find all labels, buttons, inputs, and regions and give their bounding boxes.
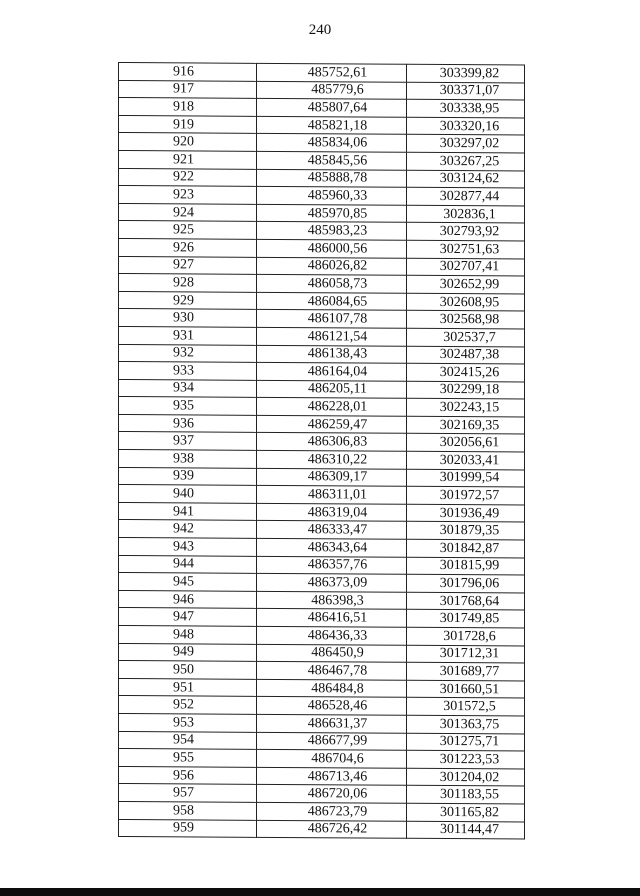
x-coordinate-cell: 486138,43	[257, 345, 407, 364]
point-number-cell: 953	[119, 713, 257, 731]
y-coordinate-cell: 301712,31	[407, 645, 525, 663]
x-coordinate-cell: 485845,56	[257, 151, 407, 170]
y-coordinate-cell: 302608,95	[407, 293, 525, 311]
y-coordinate-cell: 301223,53	[407, 750, 525, 768]
scan-bottom-edge	[0, 888, 640, 896]
point-number-cell: 920	[119, 133, 257, 151]
point-number-cell: 952	[119, 696, 257, 714]
point-number-cell: 935	[119, 397, 257, 415]
x-coordinate-cell: 486713,46	[257, 767, 407, 786]
point-number-cell: 932	[119, 344, 257, 362]
y-coordinate-cell: 301572,5	[407, 698, 525, 716]
point-number-cell: 947	[119, 608, 257, 626]
y-coordinate-cell: 301165,82	[407, 803, 525, 821]
y-coordinate-cell: 301363,75	[407, 715, 525, 733]
y-coordinate-cell: 301275,71	[407, 733, 525, 751]
point-number-cell: 941	[119, 502, 257, 520]
point-number-cell: 918	[119, 98, 257, 116]
y-coordinate-cell: 302033,41	[407, 451, 525, 469]
x-coordinate-cell: 486723,79	[257, 802, 407, 821]
y-coordinate-cell: 302568,98	[407, 311, 525, 329]
point-number-cell: 943	[119, 538, 257, 556]
y-coordinate-cell: 301689,77	[407, 662, 525, 680]
y-coordinate-cell: 302299,18	[407, 381, 525, 399]
y-coordinate-cell: 303371,07	[407, 82, 525, 100]
x-coordinate-cell: 486311,01	[257, 486, 407, 505]
x-coordinate-cell: 486720,06	[257, 785, 407, 804]
x-coordinate-cell: 486309,17	[257, 468, 407, 487]
y-coordinate-cell: 302243,15	[407, 399, 525, 417]
x-coordinate-cell: 486484,8	[257, 679, 407, 698]
point-number-cell: 916	[119, 63, 257, 81]
y-coordinate-cell: 303338,95	[407, 99, 525, 117]
table-row	[119, 819, 525, 839]
point-number-cell: 945	[119, 573, 257, 591]
x-coordinate-cell: 486121,54	[257, 327, 407, 346]
point-number-cell: 958	[119, 801, 257, 819]
x-coordinate-cell: 486026,82	[257, 257, 407, 276]
y-coordinate-cell: 302056,61	[407, 434, 525, 452]
point-number-cell: 959	[119, 819, 257, 837]
point-number-cell: 923	[119, 186, 257, 204]
point-number-cell: 956	[119, 766, 257, 784]
point-number-cell: 942	[119, 520, 257, 538]
x-coordinate-cell: 485807,64	[257, 99, 407, 118]
y-coordinate-cell: 301144,47	[407, 821, 525, 839]
point-number-cell: 928	[119, 274, 257, 292]
y-coordinate-cell: 302707,41	[407, 258, 525, 276]
y-coordinate-cell: 301728,6	[407, 627, 525, 645]
x-coordinate-cell: 485888,78	[257, 169, 407, 188]
y-coordinate-cell: 301749,85	[407, 610, 525, 628]
x-coordinate-cell: 486058,73	[257, 274, 407, 293]
x-coordinate-cell: 485779,6	[257, 81, 407, 100]
x-coordinate-cell: 485821,18	[257, 116, 407, 135]
x-coordinate-cell: 486677,99	[257, 732, 407, 751]
point-number-cell: 939	[119, 467, 257, 485]
point-number-cell: 949	[119, 643, 257, 661]
y-coordinate-cell: 302793,92	[407, 223, 525, 241]
point-number-cell: 946	[119, 590, 257, 608]
y-coordinate-cell: 301815,99	[407, 557, 525, 575]
point-number-cell: 930	[119, 309, 257, 327]
x-coordinate-cell: 485970,85	[257, 204, 407, 223]
y-coordinate-cell: 303297,02	[407, 135, 525, 153]
y-coordinate-cell: 303267,25	[407, 152, 525, 170]
x-coordinate-cell: 486436,33	[257, 626, 407, 645]
point-number-cell: 937	[119, 432, 257, 450]
coordinates-table	[118, 62, 525, 840]
x-coordinate-cell: 486164,04	[257, 362, 407, 381]
x-coordinate-cell: 485960,33	[257, 187, 407, 206]
x-coordinate-cell: 486704,6	[257, 750, 407, 769]
x-coordinate-cell: 486726,42	[257, 820, 407, 839]
y-coordinate-cell: 301999,54	[407, 469, 525, 487]
point-number-cell: 940	[119, 485, 257, 503]
x-coordinate-cell: 486416,51	[257, 609, 407, 628]
y-coordinate-cell: 303124,62	[407, 170, 525, 188]
x-coordinate-cell: 486000,56	[257, 239, 407, 258]
y-coordinate-cell: 302537,7	[407, 328, 525, 346]
y-coordinate-cell: 301183,55	[407, 786, 525, 804]
point-number-cell: 924	[119, 203, 257, 221]
point-number-cell: 954	[119, 731, 257, 749]
y-coordinate-cell: 302751,63	[407, 240, 525, 258]
x-coordinate-cell: 486631,37	[257, 714, 407, 733]
y-coordinate-cell: 303399,82	[407, 64, 525, 82]
point-number-cell: 948	[119, 626, 257, 644]
x-coordinate-cell: 486084,65	[257, 292, 407, 311]
y-coordinate-cell: 302836,1	[407, 205, 525, 223]
x-coordinate-cell: 485983,23	[257, 222, 407, 241]
point-number-cell: 950	[119, 661, 257, 679]
x-coordinate-cell: 486259,47	[257, 415, 407, 434]
x-coordinate-cell: 486333,47	[257, 521, 407, 540]
point-number-cell: 938	[119, 450, 257, 468]
y-coordinate-cell: 302415,26	[407, 363, 525, 381]
point-number-cell: 931	[119, 326, 257, 344]
y-coordinate-cell: 303320,16	[407, 117, 525, 135]
point-number-cell: 933	[119, 362, 257, 380]
x-coordinate-cell: 486528,46	[257, 697, 407, 716]
x-coordinate-cell: 486107,78	[257, 310, 407, 329]
page-number: 240	[308, 22, 332, 38]
point-number-cell: 922	[119, 168, 257, 186]
y-coordinate-cell: 301879,35	[407, 522, 525, 540]
y-coordinate-cell: 301768,64	[407, 592, 525, 610]
point-number-cell: 925	[119, 221, 257, 239]
point-number-cell: 926	[119, 238, 257, 256]
point-number-cell: 936	[119, 414, 257, 432]
x-coordinate-cell: 485752,61	[257, 63, 407, 82]
x-coordinate-cell: 486319,04	[257, 503, 407, 522]
point-number-cell: 955	[119, 749, 257, 767]
point-number-cell: 944	[119, 555, 257, 573]
x-coordinate-cell: 486373,09	[257, 574, 407, 593]
y-coordinate-cell: 301842,87	[407, 539, 525, 557]
y-coordinate-cell: 301972,57	[407, 487, 525, 505]
y-coordinate-cell: 302877,44	[407, 187, 525, 205]
y-coordinate-cell: 302652,99	[407, 275, 525, 293]
x-coordinate-cell: 486357,76	[257, 556, 407, 575]
point-number-cell: 957	[119, 784, 257, 802]
point-number-cell: 917	[119, 80, 257, 98]
point-number-cell: 951	[119, 678, 257, 696]
point-number-cell: 934	[119, 379, 257, 397]
point-number-cell: 919	[119, 115, 257, 133]
y-coordinate-cell: 301796,06	[407, 574, 525, 592]
x-coordinate-cell: 486398,3	[257, 591, 407, 610]
x-coordinate-cell: 486343,64	[257, 538, 407, 557]
x-coordinate-cell: 486467,78	[257, 662, 407, 681]
x-coordinate-cell: 486228,01	[257, 398, 407, 417]
point-number-cell: 927	[119, 256, 257, 274]
y-coordinate-cell: 302487,38	[407, 346, 525, 364]
y-coordinate-cell: 302169,35	[407, 416, 525, 434]
x-coordinate-cell: 486306,83	[257, 433, 407, 452]
x-coordinate-cell: 486310,22	[257, 450, 407, 469]
x-coordinate-cell: 486450,9	[257, 644, 407, 663]
y-coordinate-cell: 301936,49	[407, 504, 525, 522]
point-number-cell: 929	[119, 291, 257, 309]
y-coordinate-cell: 301660,51	[407, 680, 525, 698]
point-number-cell: 921	[119, 150, 257, 168]
y-coordinate-cell: 301204,02	[407, 768, 525, 786]
x-coordinate-cell: 486205,11	[257, 380, 407, 399]
x-coordinate-cell: 485834,06	[257, 134, 407, 153]
coordinates-table-body	[119, 63, 525, 840]
